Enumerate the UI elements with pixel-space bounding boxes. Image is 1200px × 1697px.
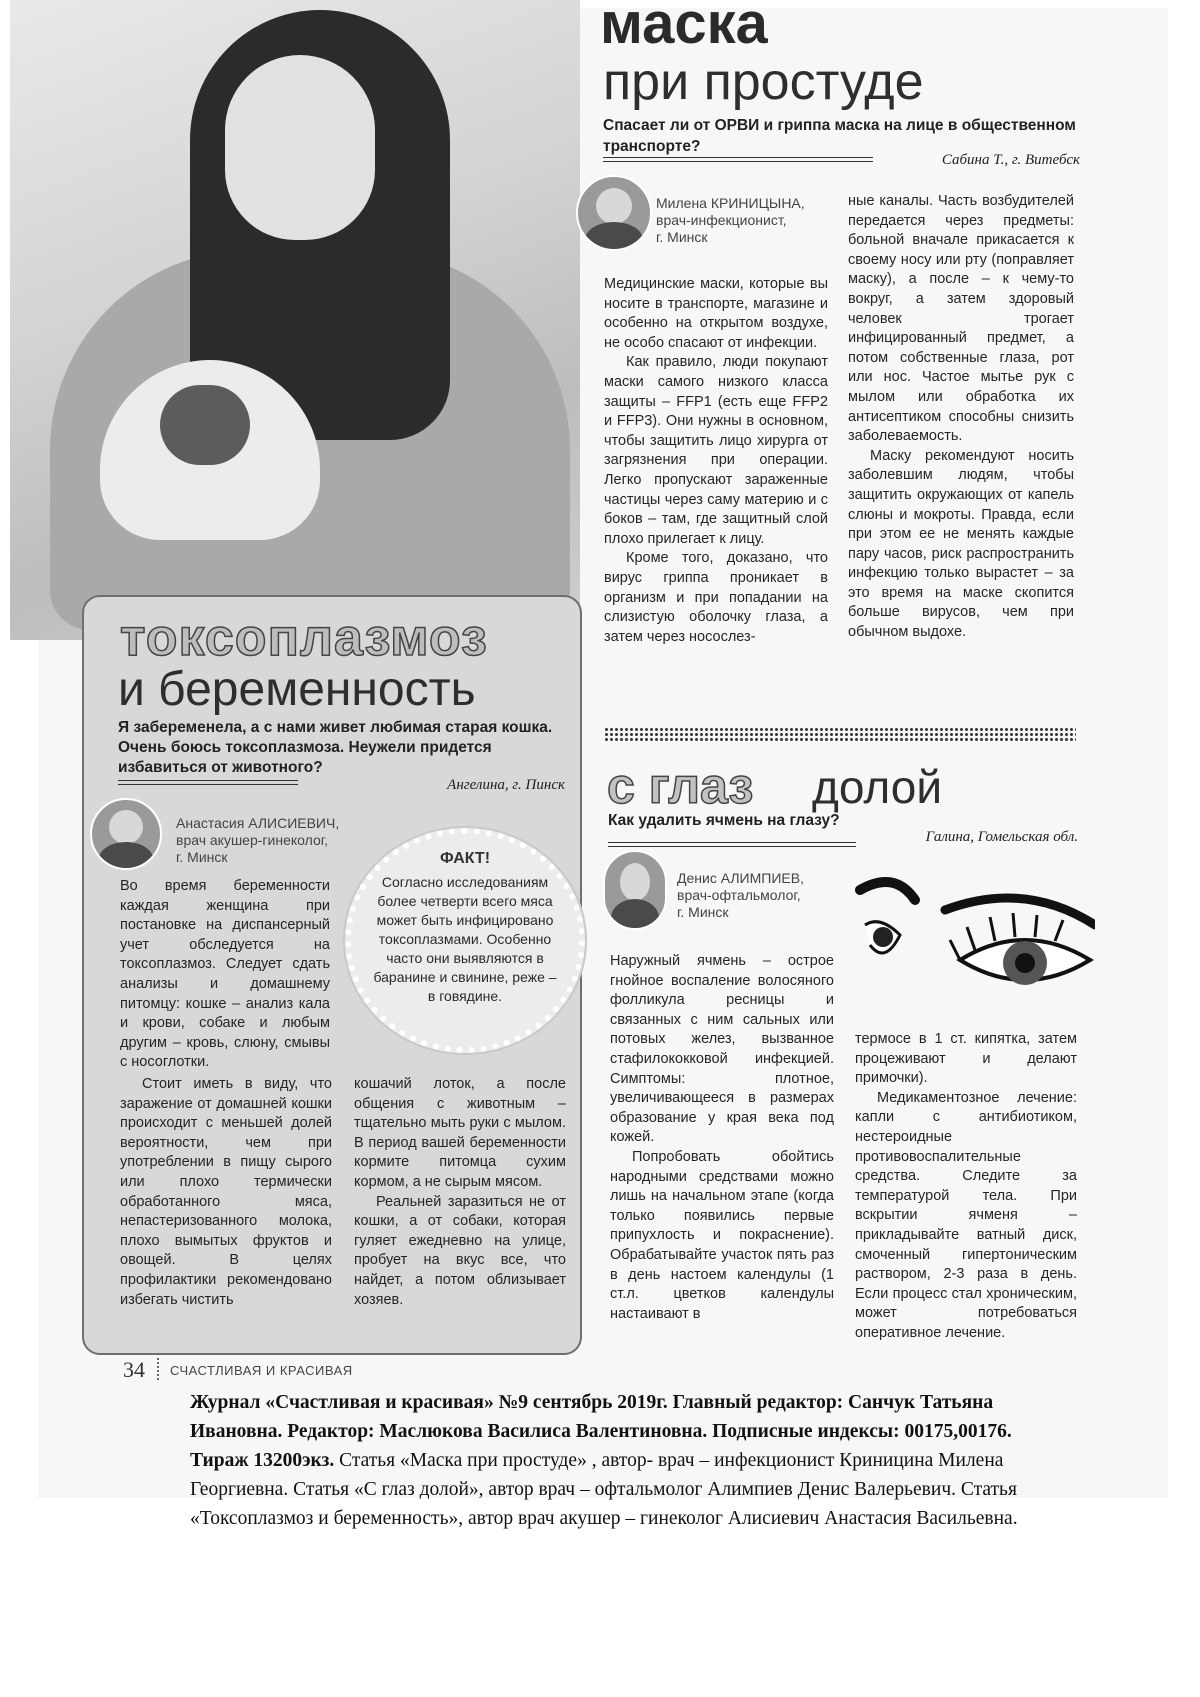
- mask-paragraph-5: Маску рекомендуют носить заболевшим людям, чтобы защитить окружающих от капель слюны и мокроты. Правда, если при этом ее не менять каждые пару часов, риск распространить инфекцию только вырастет – за это время на маске скопится больше вирусов, чем при обычном выдохе.: [848, 447, 1074, 641]
- toxo-asker: Ангелина, г. Пинск: [447, 777, 565, 793]
- toxo-author-avatar: [90, 798, 162, 870]
- toxo-paragraph-2: Стоит иметь в виду, что заражение от домашней кошки происходит с меньшей долей вероятности, чем при употреблении в пищу сырого или плохо термически обработанного мяса, непастеризованного молока, плохо вымытых фруктов и овощей. В целях профилактики рекомендовано избегать чистить: [120, 1076, 332, 1308]
- mask-paragraph-1: Медицинские маски, которые вы носите в транспорте, магазине и особенно на открытом воздухе, не особо спасают от инфекции.: [604, 276, 828, 351]
- toxo-paragraph-3: кошачий лоток, а после общения с животным – тщательно мыть руки с мылом. В период вашей беременности кормите питомца сухим кормом, а не сырым мясом.: [354, 1076, 566, 1190]
- mask-paragraph-4: ные каналы. Часть возбудителей передается через предметы: больной вначале прикасается к своему носу или рту (поправляет маску), а после – к чему-то вокруг, а затем здоровый человек трогает инфицированный предмет, а потом собственные глаза, рот или нос. Частое мытье рук с мылом или обработка их антисептиком способны снизить заболеваемость.: [848, 193, 1074, 445]
- pregnant-woman-with-cat-photo: [10, 0, 580, 640]
- glaz-column-1: [610, 952, 834, 1324]
- glaz-author-name: Денис АЛИМПИЕВ,: [677, 870, 804, 886]
- mask-column-2: [848, 192, 1074, 643]
- glaz-paragraph-4: Медикаментозное лечение: капли с антибиотиком, нестероидные противовоспалительные средства. Следите за температурой тела. При вскрытии ячменя – прикладывайте ватный диск, смоченный гипертоническим раствором, 2-3 раза в день. Если процесс стал хроническим, может потребоваться оперативное лечение.: [855, 1089, 1077, 1341]
- photo-cat-face-shape: [160, 385, 250, 465]
- dotted-separator: [604, 727, 1076, 741]
- toxo-author-role: врач акушер-гинеколог,: [176, 832, 329, 848]
- glaz-paragraph-3: термосе в 1 ст. кипятка, затем процеживают и делают примочки).: [855, 1031, 1077, 1087]
- caption-regular: Статья «Маска при простуде» , автор- врач – инфекционист Криницина Милена Георгиевна. Статья «С глаз долой», автор врач – офтальмолог Алимпиев Денис Валерьевич. Статья «Токсоплазмоз и беременность», автор врач акушер – гинеколог Алисиевич Анастасия Васильевна.: [190, 1450, 1018, 1529]
- glaz-question: Как удалить ячмень на глазу?: [608, 812, 840, 829]
- toxo-paragraph-1: Во время беременности каждая женщина при постановке на диспансерный учет обследуется на токсоплазмоз. Следует сдать анализы и домашнему питомцу: кошке – анализ кала и крови, собаке и любым другим – кровь, слюну, смывы с носоглотки.: [120, 878, 330, 1071]
- publication-caption: [190, 1388, 1040, 1533]
- mask-title-line1: маска: [600, 0, 768, 48]
- fact-text: Согласно исследованиям более четверти всего мяса может быть инфицировано токсоплазмами. Особенно часто они выявляются в баранине и свинине, реже – в говядине.: [373, 874, 557, 1004]
- toxo-author-city: г. Минск: [176, 849, 228, 865]
- footer-divider: [157, 1358, 159, 1380]
- mask-author: [656, 195, 805, 246]
- glaz-author-role: врач-офтальмолог,: [677, 887, 801, 903]
- mask-paragraph-2: Как правило, люди покупают маски самого низкого класса защиты – FFP1 (есть еще FFP2 и FFP3). Они нужны в основном, чтобы защитить лицо хирурга от загрязнения при операции. Легко пропускают зараженные частицы через саму материю и с боков – там, где защитный слой плохо прилегает к лицу.: [604, 354, 828, 547]
- mask-asker: Сабина Т., г. Витебск: [941, 152, 1080, 168]
- mask-rule: [603, 157, 873, 162]
- mask-question: Спасает ли от ОРВИ и гриппа маска на лице в общественном транспорте?: [603, 117, 1076, 155]
- mask-author-name: Милена КРИНИЦЫНА,: [656, 195, 805, 211]
- mask-column-1: [604, 275, 828, 647]
- magazine-name: СЧАСТЛИВАЯ И КРАСИВАЯ: [170, 1363, 353, 1378]
- toxo-column-1b: [120, 1075, 332, 1310]
- glaz-rule: [608, 842, 856, 847]
- fact-title: ФАКТ!: [439, 850, 491, 867]
- toxo-column-2: [354, 1075, 566, 1310]
- toxo-author-name: Анастасия АЛИСИЕВИЧ,: [176, 815, 340, 831]
- glaz-asker: Галина, Гомельская обл.: [925, 829, 1078, 845]
- glaz-author-avatar: [603, 850, 667, 930]
- eyes-illustration: [855, 875, 1095, 1025]
- caption-bold: Журнал «Счастливая и красивая» №9 сентябрь 2019г. Главный редактор: Санчук Татьяна Ивановна. Редактор: Маслюкова Василиса Валентиновна. Подписные индексы: 00175,00176. Тираж 13200экз.: [190, 1392, 1012, 1471]
- mask-author-role: врач-инфекционист,: [656, 212, 787, 228]
- toxo-title-line1: токсоплазмоз: [120, 609, 488, 667]
- glaz-column-2: [855, 1030, 1077, 1344]
- toxo-column-1a: [120, 877, 330, 1073]
- glaz-paragraph-1: Наружный ячмень – острое гнойное воспаление волосяного фолликула ресницы и связанных с ним сальных или потовых желез, вызванное стафилококковой инфекцией. Симптомы: плотное, увеличивающееся в размерах образование у края века под кожей.: [610, 953, 834, 1146]
- glaz-author-city: г. Минск: [677, 904, 729, 920]
- toxo-title-line2: и беременность: [118, 663, 476, 716]
- glaz-author: [677, 870, 804, 921]
- toxo-paragraph-4: Реальней заразиться не от кошки, а от собаки, которая гуляет ежедневно на улице, пробует на вкус все, что найдет, а потом облизывает хозяев.: [354, 1193, 566, 1308]
- mask-paragraph-3: Кроме того, доказано, что вирус гриппа проникает в организм и при попадании на слизистую оболочку глаза, а затем через носослез-: [604, 550, 828, 645]
- mask-author-avatar: [576, 175, 652, 251]
- toxo-question: Я забеременела, а с нами живет любимая старая кошка. Очень боюсь токсоплазмоза. Неужели придется избавиться от животного?: [118, 719, 553, 776]
- glaz-title-bold: с глаз: [607, 758, 754, 814]
- mask-title-line2: при простуде: [603, 53, 924, 111]
- toxo-author: [176, 815, 339, 866]
- glaz-title-light: долой: [812, 761, 943, 813]
- toxo-rule: [118, 780, 298, 785]
- mask-author-city: г. Минск: [656, 229, 708, 245]
- glaz-paragraph-2: Попробовать обойтись народными средствами можно лишь на начальном этапе (когда только появились первые припухлость и покраснение). Обрабатывайте участок пять раз в день настоем календулы (1 ст.л. цветков календулы настаивают в: [610, 1148, 834, 1322]
- page-number: 34: [123, 1357, 145, 1382]
- photo-face-shape: [225, 55, 375, 240]
